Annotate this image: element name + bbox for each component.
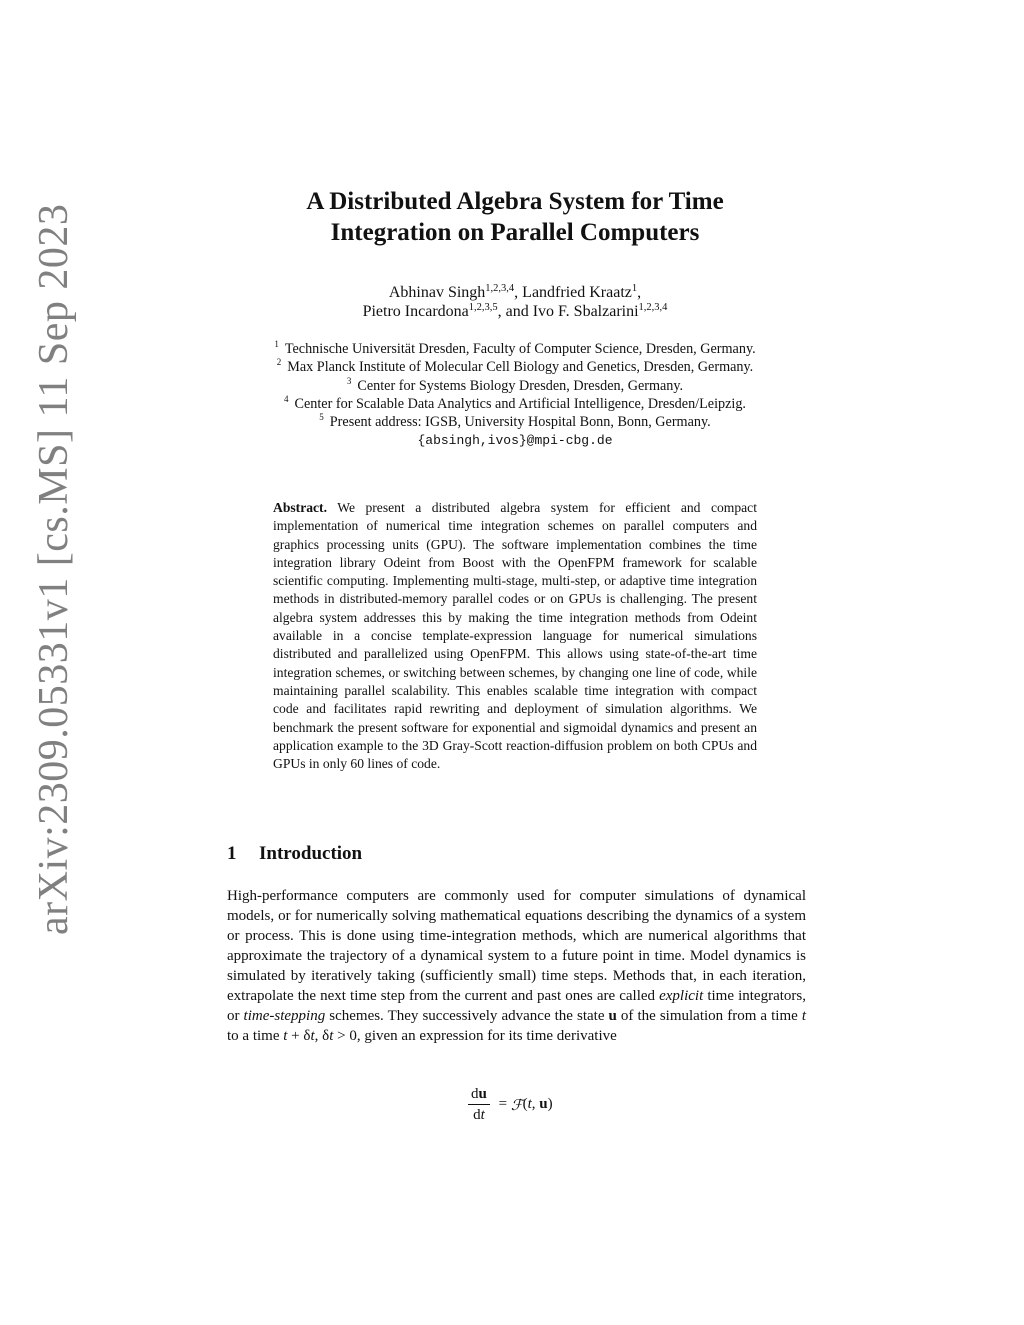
title-line-2: Integration on Parallel Computers (330, 219, 700, 246)
author-separator: , (637, 284, 642, 301)
intro-emphasis: time-stepping (243, 1008, 326, 1024)
math-symbol: , (531, 1096, 540, 1112)
affiliation-text: Technische Universität Dresden, Faculty of Computer Science, Dresden, Germany. (284, 341, 756, 357)
affiliation-number: 5 (319, 412, 324, 423)
math-symbol: t (283, 1028, 288, 1044)
math-symbol: ( (522, 1096, 528, 1112)
affiliation-item (200, 358, 830, 376)
affiliation-number: 4 (284, 393, 289, 404)
author-line-2 (200, 302, 830, 321)
intro-text: > 0, given an expression for its time derivative (333, 1028, 617, 1044)
section-heading (227, 843, 362, 865)
math-symbol: t (329, 1028, 334, 1044)
intro-text: , δ (314, 1028, 330, 1044)
math-symbol: u (608, 1008, 617, 1024)
intro-text: schemes. They successively advance the state (325, 1008, 609, 1024)
abstract (273, 499, 757, 773)
author-name: Pietro Incardona (362, 303, 469, 320)
paper-title (200, 186, 830, 248)
affiliation-number: 2 (276, 357, 282, 368)
fraction-denominator (473, 1105, 485, 1124)
math-symbol: ℱ (510, 1095, 523, 1114)
affiliation-text: Center for Systems Biology Dresden, Dresden, Germany. (357, 377, 684, 394)
author-affiliation-marks: 1,2,3,4 (638, 302, 668, 313)
author-name: , Landfried Kraatz (514, 284, 632, 301)
affiliation-item (200, 395, 830, 413)
intro-text: of the simulation from a time (616, 1008, 802, 1024)
math-symbol: t (801, 1008, 806, 1024)
section-title: Introduction (259, 843, 363, 864)
intro-emphasis: explicit (659, 988, 704, 1004)
math-symbol: u (539, 1096, 548, 1112)
math-symbol: ) (547, 1096, 553, 1112)
intro-text: time integrators, or (227, 988, 806, 1024)
email-address: {absingh,ivos}@mpi-cbg.de (417, 433, 613, 449)
contact-email (200, 431, 830, 450)
affiliation-text: Present address: IGSB, University Hospital Bonn, Bonn, Germany. (329, 414, 711, 431)
abstract-label: Abstract. (273, 500, 327, 515)
affiliation-text: Max Planck Institute of Molecular Cell Biology and Genetics, Dresden, Germany. (287, 359, 754, 376)
affiliation-number: 1 (274, 339, 279, 349)
math-symbol: = (494, 1096, 511, 1112)
math-symbol: t (480, 1107, 485, 1123)
intro-text: High-performance computers are commonly used for computer simulations of dynamical models, or for numerically solving mathematical equations describing the dynamics of a system or process. This is done using time-integration methods, which are numerical algorithms that approximate the trajectory of a dynamical system to a future point in time. Model dynamics is simulated by iteratively taking (sufficiently small) time steps. Methods that, in each iteration, extrapolate the next time step from the current and past ones are called (227, 888, 806, 1004)
fraction-numerator (468, 1085, 490, 1105)
affiliation-item (200, 340, 830, 358)
author-name: Abhinav Singh (388, 284, 486, 301)
affiliation-item (200, 377, 830, 395)
author-affiliation-marks: 1,2,3,5 (468, 302, 498, 313)
abstract-text: We present a distributed algebra system for efficient and compact implementation of numerical time integration schemes on parallel computers and graphics processing units (GPU). The software implementation combines the time integration library Odeint from Boost with the OpenFPM framework for scalable scientific computing. Implementing multi-stage, multi-step, or adaptive time integration methods in distributed-memory parallel codes or on GPUs is challenging. The present algebra system addresses this by making the time integration methods from Odeint available in a concise template-expression language for numerical simulations distributed and parallelized using OpenFPM. This allows using state-of-the-art time integration schemes, or switching between schemes, by changing one line of code, while maintaining parallel scalability. This enables scalable time integration with compact code and facilitates rapid rewriting and deployment of simulation algorithms. We benchmark the present software for exponential and sigmoidal dynamics and present an application example to the 3D Gray-Scott reaction-diffusion problem on both CPUs and GPUs in only 60 lines of code. (273, 500, 757, 772)
author-affiliation-marks: 1,2,3,4 (485, 283, 515, 294)
author-name: , and Ivo F. Sbalzarini (497, 303, 639, 320)
affiliation-item (200, 413, 830, 431)
derivative-fraction (468, 1085, 490, 1124)
intro-text: + δ (287, 1028, 311, 1044)
math-symbol: u (478, 1086, 487, 1102)
affiliation-number: 3 (346, 375, 352, 386)
intro-text: to a time (227, 1028, 284, 1044)
arxiv-identifier-stamp: arXiv:2309.05331v1 [cs.MS] 11 Sep 2023 (31, 203, 77, 935)
author-list (200, 283, 830, 321)
math-symbol: t (527, 1096, 532, 1112)
equation (468, 1085, 553, 1124)
math-symbol: t (310, 1028, 315, 1044)
intro-paragraph (227, 886, 806, 1046)
section-number: 1 (227, 843, 237, 864)
title-line-1: A Distributed Algebra System for Time (306, 188, 724, 215)
affiliation-text: Center for Scalable Data Analytics and Artificial Intelligence, Dresden/Leipzig. (294, 395, 746, 412)
math-symbol: d (471, 1086, 479, 1102)
author-line-1 (200, 283, 830, 302)
math-symbol: d (473, 1107, 481, 1123)
author-affiliation-marks: 1 (631, 283, 638, 294)
affiliation-list (200, 340, 830, 451)
